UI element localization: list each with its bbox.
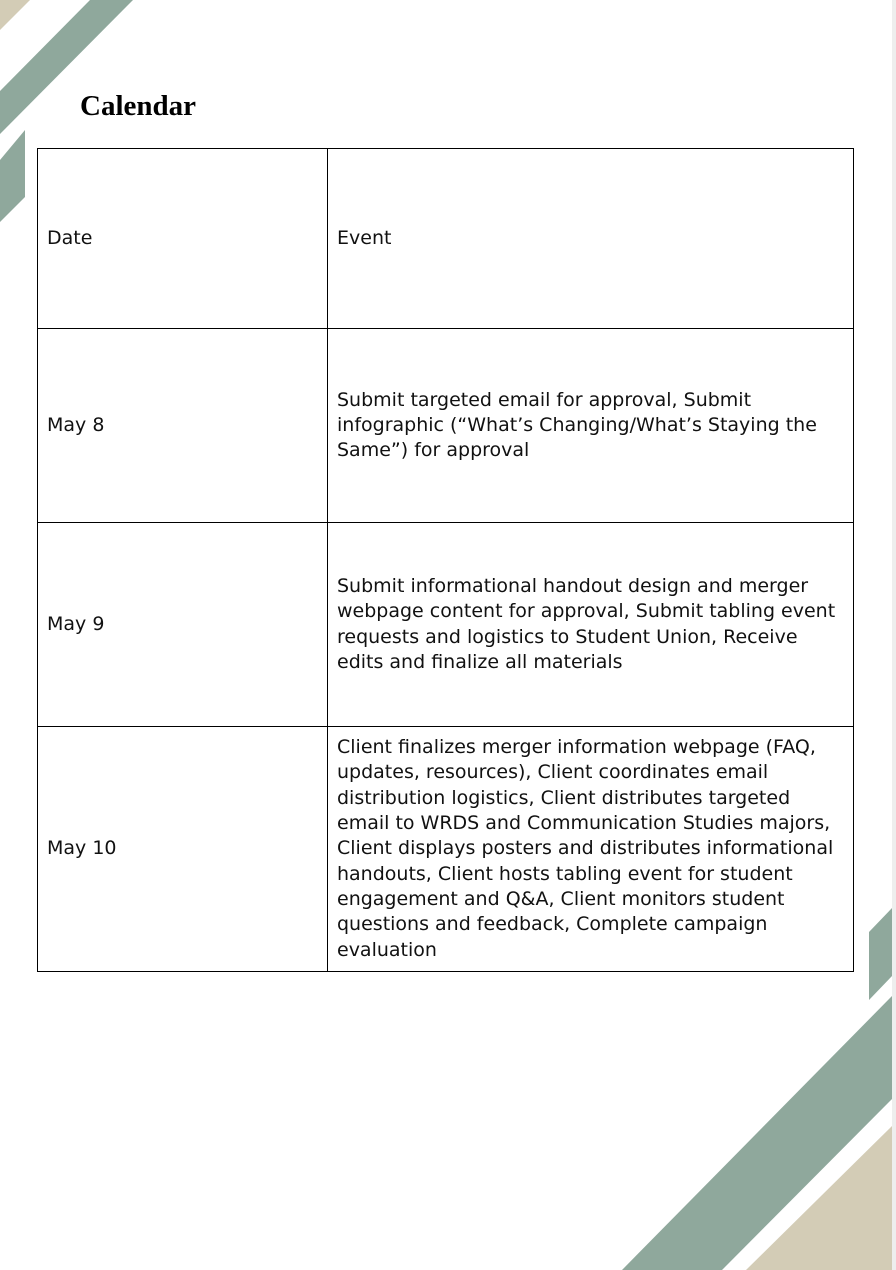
row-date: May 9 xyxy=(38,523,328,727)
row-event: Submit informational handout design and merger webpage content for approval, Submit tabling event requests and logistics to Student Union, Receive edits and finalize all materials xyxy=(328,523,854,727)
page-edge xyxy=(892,0,896,1270)
calendar-table xyxy=(37,148,854,972)
page-title: Calendar xyxy=(80,90,196,122)
row-date: May 8 xyxy=(38,329,328,523)
table-row xyxy=(38,523,854,727)
table-row xyxy=(38,727,854,972)
top-left-sage-triangle xyxy=(0,130,25,222)
row-date: May 10 xyxy=(38,727,328,972)
header-event: Event xyxy=(328,149,854,329)
table-row xyxy=(38,329,854,523)
table-header-row xyxy=(38,149,854,329)
top-left-beige-triangle xyxy=(0,0,30,30)
row-event: Submit targeted email for approval, Submit infographic (“What’s Changing/What’s Staying the Same”) for approval xyxy=(328,329,854,523)
row-event: Client finalizes merger information webpage (FAQ, updates, resources), Client coordinates email distribution logistics, Client distributes targeted email to WRDS and Communication Studies majors, Client displays posters and distributes informational handouts, Client hosts tabling event for student engagement and Q&A, Client monitors student questions and feedback, Complete campaign evaluation xyxy=(328,727,854,972)
bottom-right-sage-triangle xyxy=(869,907,893,1000)
header-date: Date xyxy=(38,149,328,329)
